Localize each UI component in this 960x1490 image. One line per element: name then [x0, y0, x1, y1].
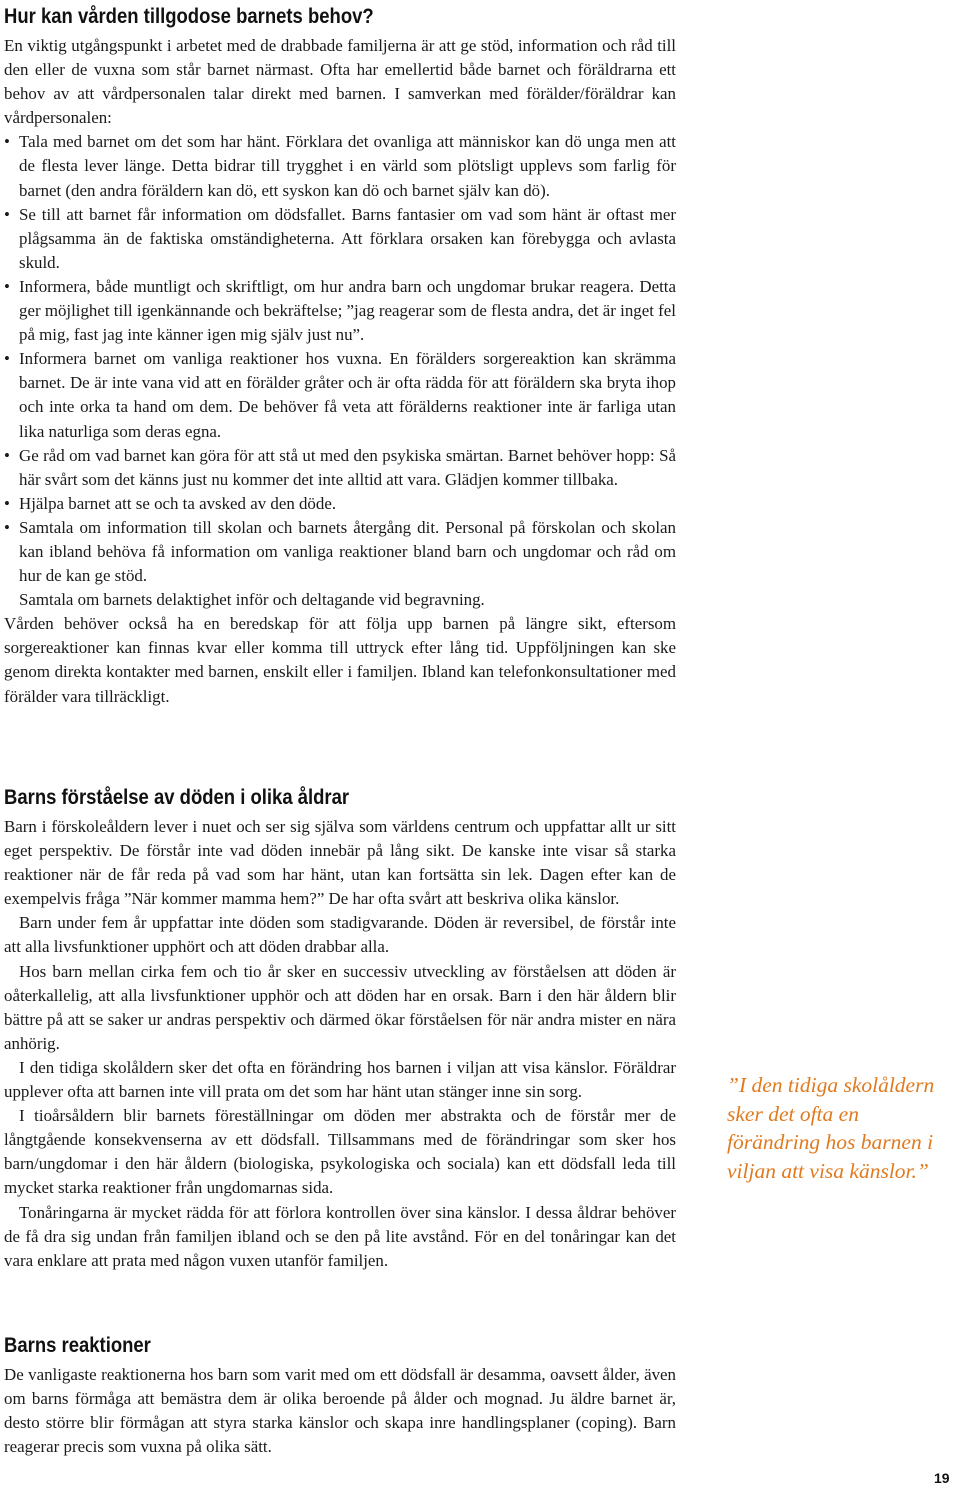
- recommendation-list: [4, 130, 676, 588]
- section-behov: [4, 4, 676, 709]
- body-paragraph: Barn i förskoleåldern lever i nuet och ser sig själva som världens centrum och uppfattar allt ur sitt eget perspektiv. De förstår inte vad döden innebär på lång sikt. De kanske inte visar så starka reaktioner när de får reda på vad som har hänt, utan kan fortsätta sin lek. Dagen efter kan de exempelvis fråga ”När kommer mamma hem?” De har ofta svårt att beskriva olika känslor.: [4, 817, 676, 909]
- bullet-icon: •: [4, 349, 10, 369]
- bullet-icon: •: [4, 493, 10, 513]
- list-item-text: Informera barnet om vanliga reaktioner hos vuxna. En förälders sorgereaktion kan skrämma barnet. De är inte vana vid att en förälder gråter och är ofta rädda för att föräldern ska bryta ihop och inte orka ta hand om dem. De behöver få veta att förälderns reaktioner inte är farliga utan lika naturliga som deras egna.: [19, 349, 676, 441]
- pull-quote: ”I den tidiga skolåldern sker det ofta en förändring hos barnen i viljan att visa känslor.”: [727, 1073, 935, 1183]
- section-heading: Barns reaktioner: [4, 1334, 151, 1357]
- body-paragraph: Barn under fem år uppfattar inte döden som stadigvarande. Döden är reversibel, de förstår inte att alla livsfunktioner upphört och att döden drabbar alla.: [4, 913, 676, 957]
- section-heading: Hur kan vården tillgodose barnets behov?: [4, 5, 374, 28]
- list-item-text: Samtala om information till skolan och barnets återgång dit. Personal på förskolan och skolan kan ibland behöva få information om vanliga reaktioner bland barn och ungdomar och råd om hur de kan ge stöd.: [19, 517, 676, 586]
- body-paragraph: I den tidiga skolåldern sker det ofta en förändring hos barnen i viljan att visa känslor. Föräldrar upplever ofta att barnen inte vill prata om det som har hänt utan stänger inne sin sorg.: [4, 1057, 676, 1102]
- list-item-text: Se till att barnet får information om dödsfallet. Barns fantasier om vad som hänt är oftast mer plågsamma än de faktiska omständigheterna. Att förklara orsaken kan förebygga och avlasta skuld.: [19, 204, 676, 272]
- list-item: [4, 516, 676, 588]
- list-item-text: Ge råd om vad barnet kan göra för att stå ut med den psykiska smärtan. Barnet behöver hopp: Så här svårt som det känns just nu kommer det inte alltid att vara. Glädjen kommer tillbaka.: [19, 445, 676, 489]
- list-item-text: Tala med barnet om det som har hänt. Förklara det ovanliga att människor kan dö unga men att de flesta lever länge. Detta bidrar till trygghet i en värld som plötsligt upplevs som farlig för barnet (den andra föräldern kan dö, ett syskon kan dö och barnet själv kan dö).: [19, 132, 676, 200]
- bullet-icon: •: [4, 132, 10, 152]
- bullet-icon: •: [4, 517, 10, 537]
- bullet-icon: •: [4, 204, 10, 224]
- section-reaktioner: [4, 1333, 676, 1459]
- list-item-text: Informera, både muntligt och skriftligt, om hur andra barn och ungdomar brukar reagera. Detta ger möjlighet till igenkännande och bekräftelse; ”jag reagerar som de flesta andra, det är inget fel på mig, fast jag inte känner igen mig själv just nu”.: [19, 276, 676, 345]
- page-number: 19: [934, 1470, 950, 1486]
- body-paragraph: Hos barn mellan cirka fem och tio år sker en successiv utveckling av förståelsen att döden är oåterkallelig, att alla livsfunktioner upphör och att döden har en orsak. Barn i den här åldern blir bättre på att se saker ur andras perspektiv och därmed ökar förståelsen för när andra mister en nära anhörig.: [4, 961, 676, 1053]
- list-item: [4, 347, 676, 443]
- closing-paragraph: Vården behöver också ha en beredskap för att följa upp barnen på längre sikt, eftersom sorgereaktioner kan finnas kvar eller komma till uttryck efter lång tid. Uppföljningen kan ske genom direkta kontakter med barnen, enskilt eller i familjen. Ibland kan telefonkonsultationer med förälder vara tillräckligt.: [4, 614, 676, 706]
- intro-paragraph: En viktig utgångspunkt i arbetet med de drabbade familjerna är att ge stöd, information och råd till den eller de vuxna som står barnet närmast. Ofta har emellertid både barnet och föräldrarna ett behov av att vårdpersonalen talar direkt med barnen. I samverkan med förälder/föräldrar kan vårdpersonalen:: [4, 36, 676, 128]
- section-forstaelse: [4, 785, 676, 1273]
- list-item: [4, 492, 676, 516]
- list-continuation-line: Samtala om barnets delaktighet inför och deltagande vid begravning.: [19, 590, 485, 610]
- list-item-text: Hjälpa barnet att se och ta avsked av den döde.: [19, 493, 337, 513]
- body-paragraph: I tioårsåldern blir barnets föreställningar om döden mer abstrakta och de förstår mer de långtgående konsekvenserna av ett dödsfall. Tillsammans med de förändringar som sker hos barn/ungdomar i den här åldern (biologiska, psykologiska och sociala) kan ett dödsfall leda till mycket starka reaktioner från ungdomarnas sida.: [4, 1106, 676, 1198]
- list-item: [4, 444, 676, 492]
- bullet-icon: •: [4, 276, 10, 296]
- section-heading: Barns förståelse av döden i olika åldrar: [4, 786, 350, 809]
- list-item: [4, 275, 676, 347]
- list-item: [4, 203, 676, 275]
- body-paragraph: Tonåringarna är mycket rädda för att förlora kontrollen över sina känslor. I dessa åldrar behöver de få dra sig undan från familjen ibland och se den på lite avstånd. För en del tonåringar kan det vara enklare att prata med någon vuxen utanför familjen.: [4, 1202, 676, 1270]
- list-item: [4, 130, 676, 202]
- body-paragraph: De vanligaste reaktionerna hos barn som varit med om ett dödsfall är desamma, oavsett ålder, även om barns förmåga att bemästra dem är olika beroende på ålder och mognad. Ju äldre barnet är, desto större blir förmågan att styra starka känslor och skapa inre handlingsplaner (coping). Barn reagerar precis som vuxna på olika sätt.: [4, 1365, 676, 1457]
- bullet-icon: •: [4, 445, 10, 465]
